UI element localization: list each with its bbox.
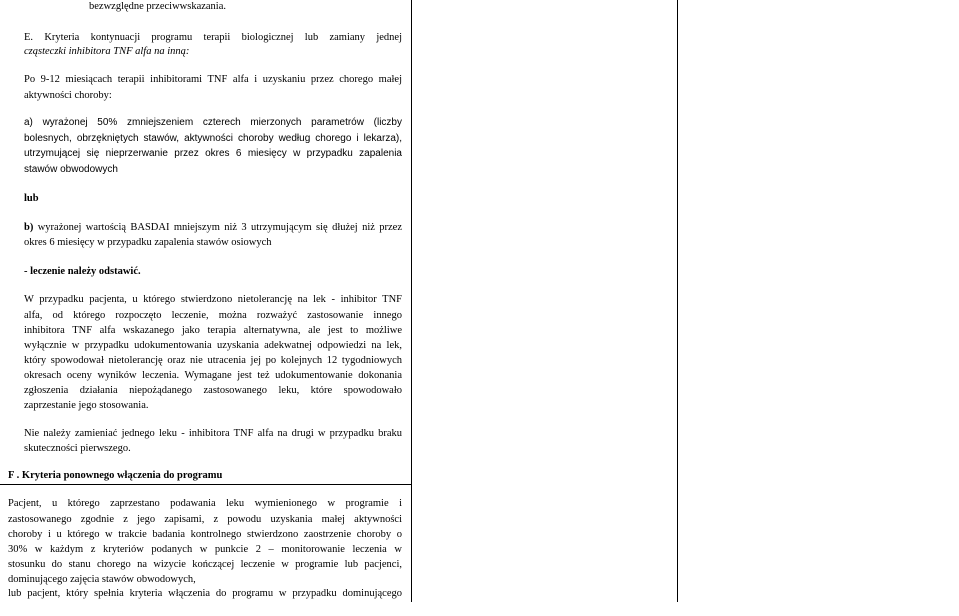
reinclusion-line1: Pacjent, u którego zaprzestano podawania leku wymienionego w programie i bbox=[8, 498, 402, 509]
reinclusion-line7: lub pacjent, który spełnia kryteria włączenia do programu w przypadku dominującego bbox=[8, 588, 402, 599]
criterion-a-line2: bolesnych, obrzękniętych stawów, aktywności choroby według chorego i lekarza), bbox=[24, 133, 402, 144]
intolerance-line1: W przypadku pacjenta, u którego stwierdzono nietolerancję na lek - inhibitor TNF bbox=[24, 294, 402, 305]
criterion-a-line4: stawów obwodowych bbox=[24, 164, 118, 175]
criterion-a-line3: utrzymującej się nieprzerwanie przez okres 6 miesięcy w przypadku zapalenia bbox=[24, 148, 402, 159]
intolerance-line5: który spowodował nietolerancję oraz nie utracenia jej po kolejnych 12 tygodniowych bbox=[24, 355, 402, 366]
section-f-heading: F . Kryteria ponownego włączenia do programu bbox=[8, 470, 223, 481]
intolerance-line4: wyłącznie w przypadku udokumentowania uzyskania adekwatnej odpowiedzi na lek, bbox=[24, 340, 402, 351]
reinclusion-line2: zastosowanego zgodnie z jego zapisami, z powodu uzyskania małej aktywności bbox=[8, 514, 402, 525]
section-e-heading-line2: cząsteczki inhibitora TNF alfa na inną: bbox=[24, 46, 190, 57]
section-e-intro-line2: aktywności choroby: bbox=[24, 90, 112, 101]
section-e-intro-line1: Po 9-12 miesiącach terapii inhibitorami TNF alfa i uzyskaniu przez chorego małej bbox=[24, 74, 402, 85]
table-column-divider-2 bbox=[677, 0, 678, 602]
reinclusion-line4: 30% w każdym z kryteriów podanych w punkcie 2 – monitorowanie leczenia w bbox=[8, 544, 402, 555]
table-row-divider bbox=[0, 484, 411, 485]
criterion-a-line1: a) wyrażonej 50% zmniejszeniem czterech mierzonych parametrów (liczby bbox=[24, 117, 402, 128]
switch-rule-line1: Nie należy zamieniać jednego leku - inhibitora TNF alfa na drugi w przypadku braku bbox=[24, 428, 402, 439]
section-e-heading-line1: E. Kryteria kontynuacji programu terapii biologicznej lub zamiany jednej bbox=[24, 32, 402, 43]
intolerance-line2: alfa, od którego rozpoczęto leczenie, można rozważyć zastosowanie innego bbox=[24, 310, 402, 321]
intolerance-line3: inhibitora TNF alfa wskazanego jako terapia alternatywna, ale jest to możliwe bbox=[24, 325, 402, 336]
reinclusion-line6: dominującego zajęcia stawów obwodowych, bbox=[8, 574, 196, 585]
top-fragment: bezwzględne przeciwwskazania. bbox=[89, 1, 227, 12]
lub-separator: lub bbox=[24, 193, 39, 204]
stop-treatment-note: - leczenie należy odstawić. bbox=[24, 266, 141, 277]
intolerance-line8: zaprzestanie jego stosowania. bbox=[24, 400, 149, 411]
intolerance-line6: okresach oceny wyników leczenia. Wymagane jest też udokumentowanie dokonania bbox=[24, 370, 402, 381]
switch-rule-line2: skuteczności pierwszego. bbox=[24, 443, 131, 454]
reinclusion-line3: choroby i u którego w trakcie badania kontrolnego stwierdzono zaostrzenie choroby o bbox=[8, 529, 402, 540]
reinclusion-line5: stosunku do stanu chorego na wizycie kończącej leczenie w programie lub pacjenci, bbox=[8, 559, 402, 570]
criterion-b-line2: okres 6 miesięcy w przypadku zapalenia stawów osiowych bbox=[24, 237, 272, 248]
intolerance-line7: zgłoszenia działania niepożądanego zastosowanego leku, które spowodowało bbox=[24, 385, 402, 396]
criterion-b-line1: b) wyrażonej wartością BASDAI mniejszym niż 3 utrzymującym się dłużej niż przez bbox=[24, 222, 402, 233]
table-column-divider-1 bbox=[411, 0, 412, 602]
